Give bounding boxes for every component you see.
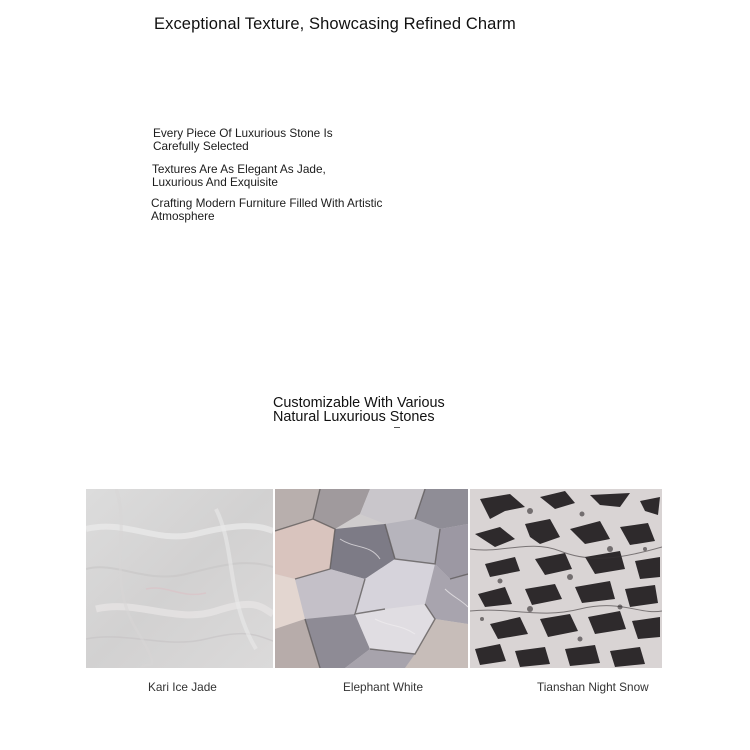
feature-3-line-1: Crafting Modern Furniture Filled With Artistic <box>151 196 383 210</box>
feature-text-3 <box>151 197 382 223</box>
feature-text-1 <box>153 127 333 153</box>
stone-swatch-tianshan-night-snow[interactable] <box>470 489 662 668</box>
feature-2-line-1: Textures Are As Elegant As Jade, <box>152 162 326 176</box>
stone-label-tianshan-night-snow: Tianshan Night Snow <box>537 680 649 694</box>
stone-swatch-gallery <box>86 489 662 668</box>
stone-label-elephant-white: Elephant White <box>343 680 424 694</box>
subheading-line-2: Natural Luxurious Stones <box>273 409 435 425</box>
stone-swatch-kari-ice-jade[interactable] <box>86 489 273 668</box>
headline: Exceptional Texture, Showcasing Refined Charm <box>154 15 516 33</box>
subheading-line-1: Customizable With Various <box>273 395 445 411</box>
feature-text-2 <box>152 163 326 189</box>
stone-swatch-elephant-white[interactable] <box>275 489 468 668</box>
feature-1-line-2: Carefully Selected <box>153 139 249 153</box>
section-subheading <box>273 396 445 424</box>
feature-1-line-1: Every Piece Of Luxurious Stone Is <box>153 126 333 140</box>
stone-label-kari-ice-jade: Kari Ice Jade <box>148 680 217 694</box>
feature-3-line-2: Atmosphere <box>151 209 215 223</box>
feature-2-line-2: Luxurious And Exquisite <box>152 175 278 189</box>
subheading-divider <box>394 427 400 428</box>
